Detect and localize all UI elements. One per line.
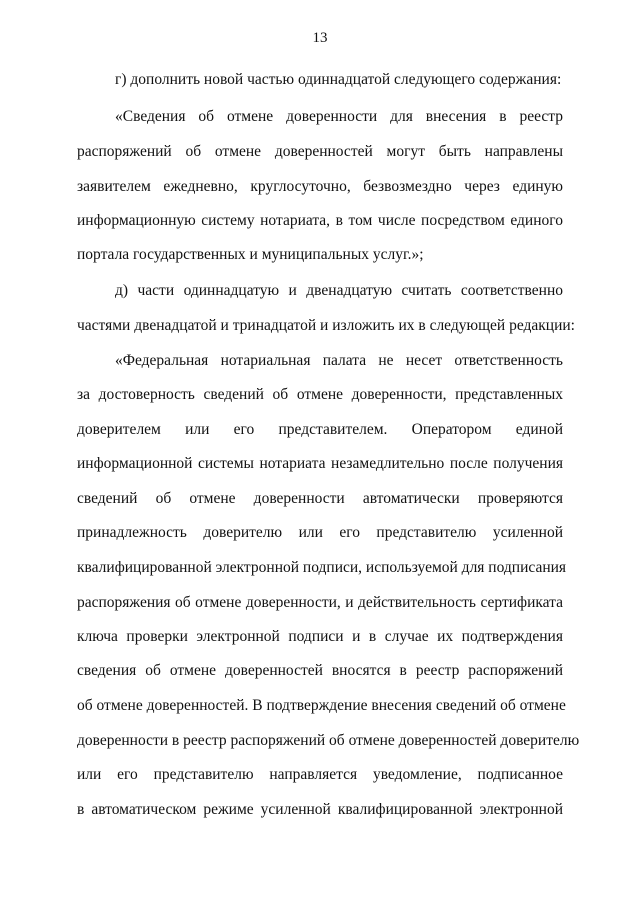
page-number: 13	[312, 30, 328, 46]
text-line: ключа проверки электронной подписи и в случае их подтверждения	[77, 628, 563, 645]
text-line: сведений об отмене доверенности автоматически проверяются	[77, 490, 563, 507]
text-line: доверителем или его представителем. Оператором единой	[77, 421, 563, 438]
text-line: принадлежность доверителю или его представителю усиленной	[77, 524, 563, 541]
text-line: портала государственных и муниципальных услуг.»;	[77, 246, 424, 263]
text-line: или его представителю направляется уведомление, подписанное	[77, 766, 563, 783]
text-line: в автоматическом режиме усиленной квалифицированной электронной	[77, 801, 563, 818]
text-line: «Сведения об отмене доверенности для внесения в реестр	[115, 108, 563, 125]
text-line: г) дополнить новой частью одиннадцатой следующего содержания:	[115, 71, 562, 88]
text-line: «Федеральная нотариальная палата не несет ответственность	[115, 352, 563, 369]
text-line: сведения об отмене доверенностей вносятся в реестр распоряжений	[77, 662, 563, 679]
text-line: д) части одиннадцатую и двенадцатую считать соответственно	[115, 282, 563, 299]
text-line: распоряжений об отмене доверенностей могут быть направлены	[77, 143, 563, 160]
text-line: доверенности в реестр распоряжений об отмене доверенностей доверителю	[77, 732, 580, 749]
text-line: распоряжения об отмене доверенности, и действительность сертификата	[77, 594, 563, 611]
text-line: информационной системы нотариата незамедлительно после получения	[77, 455, 563, 472]
text-line: заявителем ежедневно, круглосуточно, безвозмездно через единую	[77, 178, 563, 195]
text-line: за достоверность сведений об отмене доверенности, представленных	[77, 386, 563, 403]
text-line: квалифицированной электронной подписи, используемой для подписания	[77, 559, 567, 576]
text-line: информационную систему нотариата, в том числе посредством единого	[77, 212, 563, 229]
text-line: об отмене доверенностей. В подтверждение внесения сведений об отмене	[77, 697, 566, 714]
text-line: частями двенадцатой и тринадцатой и изложить их в следующей редакции:	[77, 317, 575, 334]
